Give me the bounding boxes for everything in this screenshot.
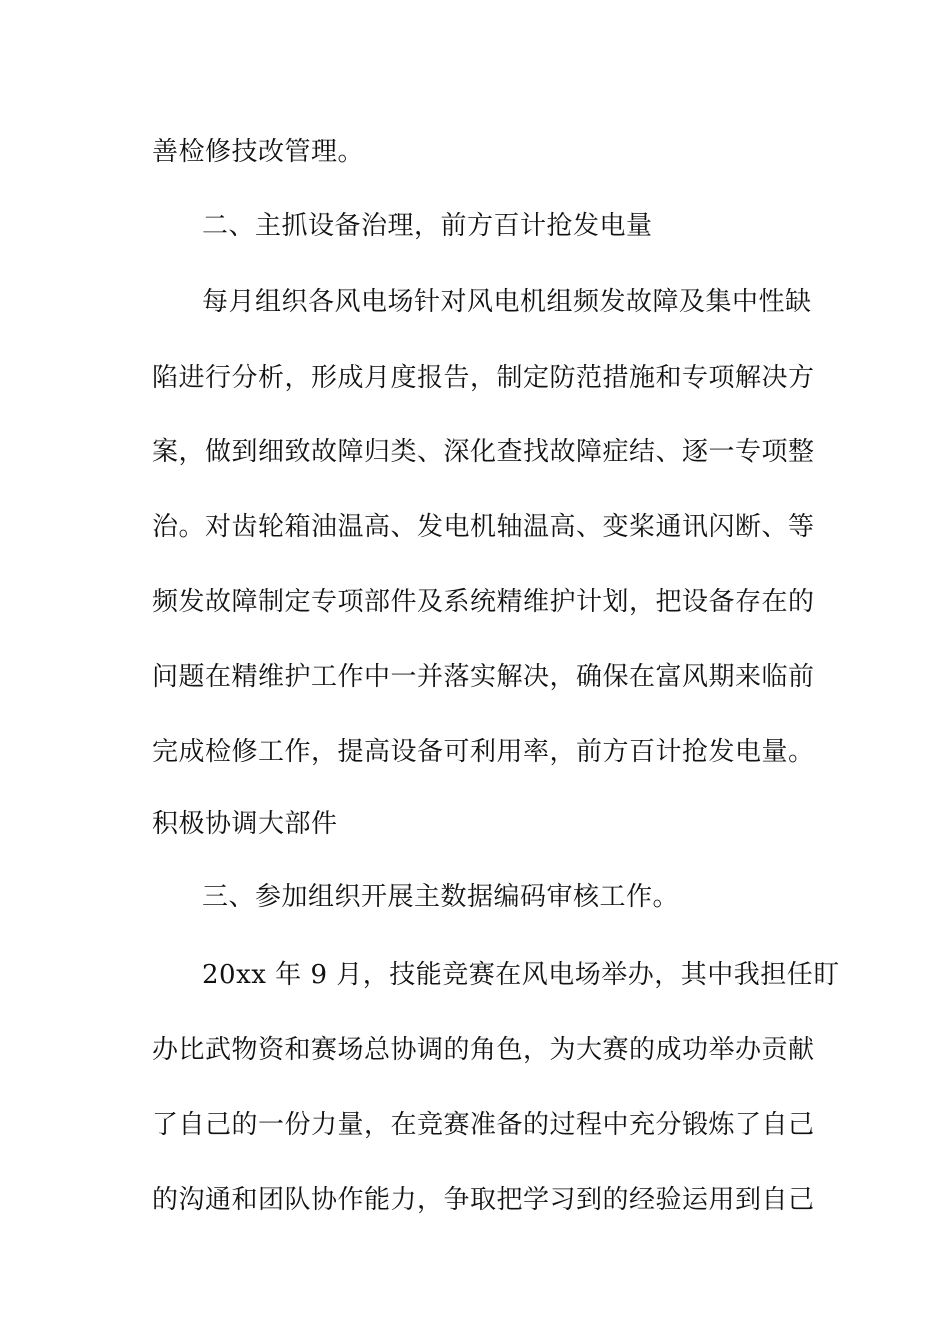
- section-heading: 二、主抓设备治理，前方百计抢发电量: [202, 211, 653, 241]
- paragraph-line: 频发故障制定专项部件及系统精维护计划，把设备存在的: [152, 587, 815, 617]
- paragraph-line: 治。对齿轮箱油温高、发电机轴温高、变桨通讯闪断、等: [152, 512, 815, 542]
- paragraph-line: 案，做到细致故障归类、深化查找故障症结、逐一专项整: [152, 437, 815, 467]
- paragraph-line: 陷进行分析，形成月度报告，制定防范措施和专项解决方: [152, 363, 815, 393]
- paragraph-line: 积极协调大部件: [152, 809, 338, 839]
- paragraph-line: 完成检修工作，提高设备可利用率，前方百计抢发电量。: [152, 737, 815, 767]
- paragraph-line: 了自己的一份力量，在竞赛准备的过程中充分锻炼了自己: [152, 1110, 815, 1140]
- paragraph-line: 每月组织各风电场针对风电机组频发故障及集中性缺: [202, 287, 812, 317]
- paragraph-line: 办比武物资和赛场总协调的角色，为大赛的成功举办贡献: [152, 1035, 815, 1065]
- paragraph-line: 20xx 年 9 月，技能竞赛在风电场举办，其中我担任盯: [202, 960, 840, 990]
- paragraph-line: 问题在精维护工作中一并落实解决，确保在富风期来临前: [152, 662, 815, 692]
- paragraph-line: 的沟通和团队协作能力，争取把学习到的经验运用到自己: [152, 1185, 815, 1215]
- section-heading: 三、参加组织开展主数据编码审核工作。: [202, 882, 680, 912]
- paragraph-line: 善检修技改管理。: [152, 137, 365, 167]
